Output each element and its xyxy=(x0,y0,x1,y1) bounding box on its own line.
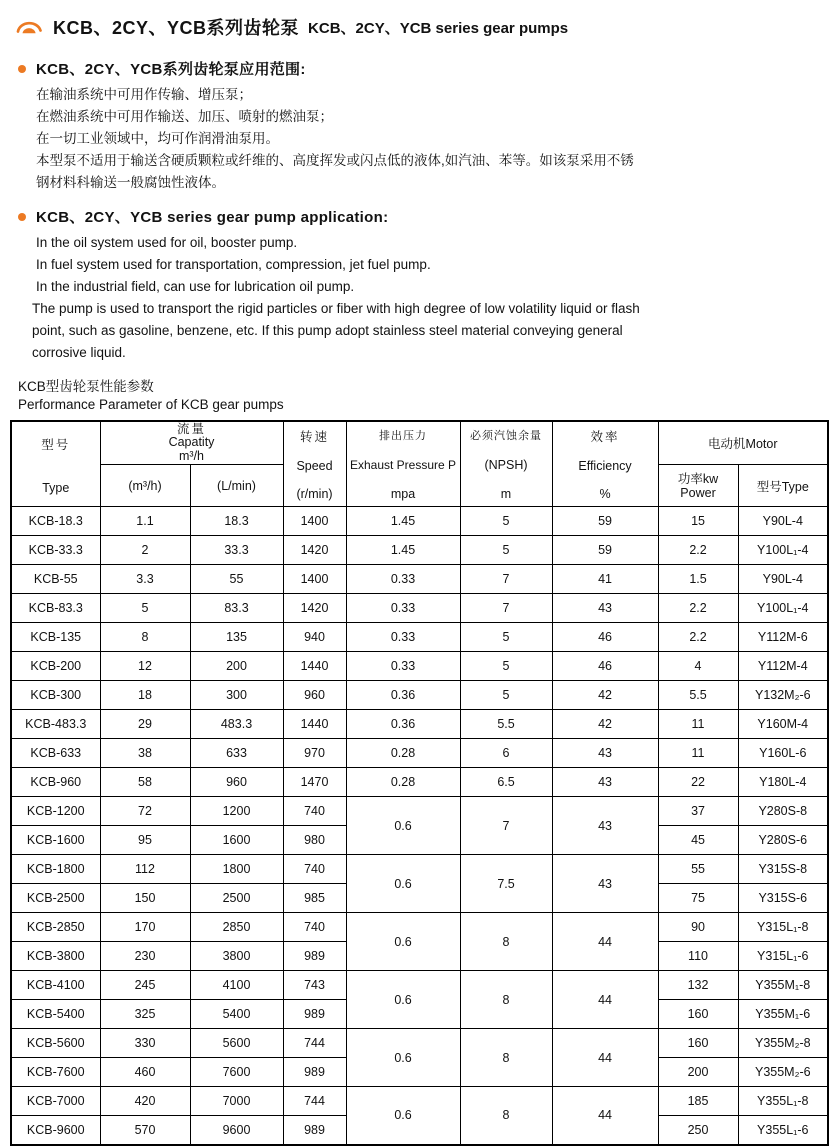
cell-speed: 743 xyxy=(283,971,346,1000)
cell-m3h: 3.3 xyxy=(100,565,190,594)
cell-m3h: 420 xyxy=(100,1087,190,1116)
header-capacity xyxy=(100,421,283,465)
cell-speed: 989 xyxy=(283,942,346,971)
cell-eff: 59 xyxy=(552,507,658,536)
page-title-en: KCB、2CY、YCB series gear pumps xyxy=(308,19,569,37)
cell-motor: Y280S-8 xyxy=(738,797,828,826)
cell-npsh: 5 xyxy=(460,623,552,652)
text-line: The pump is used to transport the rigid particles or fiber with high degree of low volatility liquid or flash xyxy=(32,301,640,316)
cell-m3h: 460 xyxy=(100,1058,190,1087)
cell-lmin: 55 xyxy=(190,565,283,594)
cell-power: 200 xyxy=(658,1058,738,1087)
cell-lmin: 83.3 xyxy=(190,594,283,623)
cell-m3h: 330 xyxy=(100,1029,190,1058)
cell-lmin: 1600 xyxy=(190,826,283,855)
cell-m3h: 325 xyxy=(100,1000,190,1029)
table-row xyxy=(11,565,828,594)
cell-speed: 1420 xyxy=(283,536,346,565)
cell-motor: Y112M-4 xyxy=(738,652,828,681)
cell-pressure: 0.33 xyxy=(346,594,460,623)
page-header xyxy=(14,14,824,40)
cell-model: KCB-300 xyxy=(11,681,100,710)
text-line: In the oil system used for oil, booster pump. xyxy=(36,235,298,250)
cell-motor: Y315S-8 xyxy=(738,855,828,884)
cell-pressure: 0.33 xyxy=(346,652,460,681)
cell-motor: Y315L₁-8 xyxy=(738,913,828,942)
cell-lmin: 7600 xyxy=(190,1058,283,1087)
text-line: 本型泵不适用于输送含硬质颗粒或纤维的、高度挥发或闪点低的液体,如汽油、苯等。如该泵采用不锈 xyxy=(36,153,634,168)
cell-m3h: 170 xyxy=(100,913,190,942)
cell-speed: 960 xyxy=(283,681,346,710)
cell-npsh-merged: 8 xyxy=(460,1087,552,1145)
bullet-icon xyxy=(18,65,26,73)
table-title-zh: KCB型齿轮泵性能参数 xyxy=(18,379,154,394)
cell-npsh: 7 xyxy=(460,565,552,594)
cell-power: 45 xyxy=(658,826,738,855)
cell-power: 1.5 xyxy=(658,565,738,594)
table-row xyxy=(11,855,828,884)
cell-pressure-merged: 0.6 xyxy=(346,1087,460,1145)
header-capacity-unit: m³/h xyxy=(179,448,204,463)
section-heading-zh-text: KCB、2CY、YCB系列齿轮泵应用范围: xyxy=(36,61,306,78)
header-motor-label: 电动机Motor xyxy=(708,437,778,452)
header-motor-power-zh: 功率kw xyxy=(677,471,719,486)
table-row xyxy=(11,710,828,739)
cell-lmin: 33.3 xyxy=(190,536,283,565)
header-capacity-lmin: (L/min) xyxy=(190,465,283,507)
cell-power: 160 xyxy=(658,1000,738,1029)
cell-lmin: 3800 xyxy=(190,942,283,971)
cell-npsh: 6 xyxy=(460,739,552,768)
cell-m3h: 18 xyxy=(100,681,190,710)
cell-npsh: 5 xyxy=(460,507,552,536)
cell-speed: 989 xyxy=(283,1058,346,1087)
table-row xyxy=(11,681,828,710)
cell-motor: Y100L₁-4 xyxy=(738,536,828,565)
header-pressure-zh: 排出压力 xyxy=(379,430,428,442)
table-row xyxy=(11,913,828,942)
cell-speed: 1420 xyxy=(283,594,346,623)
cell-speed: 985 xyxy=(283,884,346,913)
section-heading-zh xyxy=(18,58,824,79)
cell-speed: 989 xyxy=(283,1000,346,1029)
cell-pressure: 0.36 xyxy=(346,710,460,739)
header-capacity-en: Capatity xyxy=(168,435,215,450)
cell-speed: 1470 xyxy=(283,768,346,797)
cell-speed: 980 xyxy=(283,826,346,855)
cell-speed: 1440 xyxy=(283,710,346,739)
cell-npsh-merged: 7.5 xyxy=(460,855,552,913)
table-row xyxy=(11,536,828,565)
application-zh-body xyxy=(36,84,824,194)
table-header-row-1 xyxy=(11,421,828,465)
cell-npsh: 5 xyxy=(460,536,552,565)
header-model xyxy=(11,421,100,507)
cell-m3h: 8 xyxy=(100,623,190,652)
cell-power: 11 xyxy=(658,739,738,768)
text-line: point, such as gasoline, benzene, etc. If this pump adopt stainless steel material conveying general xyxy=(32,323,623,338)
cell-speed: 1400 xyxy=(283,507,346,536)
cell-eff: 42 xyxy=(552,710,658,739)
cell-npsh: 5 xyxy=(460,681,552,710)
table-row xyxy=(11,797,828,826)
cell-model: KCB-55 xyxy=(11,565,100,594)
cell-power: 37 xyxy=(658,797,738,826)
cell-model: KCB-5600 xyxy=(11,1029,100,1058)
cell-m3h: 95 xyxy=(100,826,190,855)
performance-table xyxy=(10,420,829,1146)
cell-speed: 970 xyxy=(283,739,346,768)
cell-npsh-merged: 8 xyxy=(460,1029,552,1087)
cell-eff: 43 xyxy=(552,739,658,768)
cell-lmin: 633 xyxy=(190,739,283,768)
table-row xyxy=(11,1029,828,1058)
cell-model: KCB-135 xyxy=(11,623,100,652)
text-line: 在燃油系统中可用作输送、加压、喷射的燃油泵； xyxy=(36,109,333,124)
cell-m3h: 38 xyxy=(100,739,190,768)
cell-power: 132 xyxy=(658,971,738,1000)
application-en-body xyxy=(32,232,824,364)
cell-eff-merged: 43 xyxy=(552,855,658,913)
header-motor xyxy=(658,421,828,465)
cell-model: KCB-633 xyxy=(11,739,100,768)
cell-motor: Y280S-6 xyxy=(738,826,828,855)
cell-lmin: 300 xyxy=(190,681,283,710)
cell-eff-merged: 44 xyxy=(552,913,658,971)
cell-lmin: 5600 xyxy=(190,1029,283,1058)
cell-model: KCB-7000 xyxy=(11,1087,100,1116)
cell-pressure-merged: 0.6 xyxy=(346,971,460,1029)
cell-model: KCB-33.3 xyxy=(11,536,100,565)
cell-m3h: 72 xyxy=(100,797,190,826)
header-npsh-en: (NPSH) xyxy=(484,458,528,472)
cell-model: KCB-2850 xyxy=(11,913,100,942)
cell-power: 110 xyxy=(658,942,738,971)
cell-power: 11 xyxy=(658,710,738,739)
header-efficiency xyxy=(552,421,658,507)
cell-motor: Y355M₁-6 xyxy=(738,1000,828,1029)
cell-power: 185 xyxy=(658,1087,738,1116)
cell-m3h: 245 xyxy=(100,971,190,1000)
cell-speed: 740 xyxy=(283,855,346,884)
table-row xyxy=(11,739,828,768)
cell-model: KCB-18.3 xyxy=(11,507,100,536)
section-heading-en xyxy=(18,206,824,227)
cell-power: 5.5 xyxy=(658,681,738,710)
cell-lmin: 1800 xyxy=(190,855,283,884)
text-line: 在一切工业领域中，均可作润滑油泵用。 xyxy=(36,131,279,146)
cell-power: 2.2 xyxy=(658,536,738,565)
table-title-en: Performance Parameter of KCB gear pumps xyxy=(18,397,284,412)
cell-m3h: 570 xyxy=(100,1116,190,1145)
header-capacity-m3h: (m³/h) xyxy=(100,465,190,507)
bullet-icon xyxy=(18,213,26,221)
cell-lmin: 4100 xyxy=(190,971,283,1000)
cell-model: KCB-5400 xyxy=(11,1000,100,1029)
header-motor-power xyxy=(658,465,738,507)
cell-pressure: 0.28 xyxy=(346,768,460,797)
cell-m3h: 5 xyxy=(100,594,190,623)
header-npsh-unit: m xyxy=(500,487,512,501)
cell-speed: 940 xyxy=(283,623,346,652)
cell-eff: 43 xyxy=(552,768,658,797)
table-row xyxy=(11,652,828,681)
cell-speed: 740 xyxy=(283,797,346,826)
cell-m3h: 29 xyxy=(100,710,190,739)
cell-npsh: 5 xyxy=(460,652,552,681)
cell-model: KCB-1200 xyxy=(11,797,100,826)
cell-motor: Y355M₁-8 xyxy=(738,971,828,1000)
cell-lmin: 1200 xyxy=(190,797,283,826)
header-pressure-en: Exhaust Pressure P xyxy=(349,458,457,472)
cell-lmin: 2500 xyxy=(190,884,283,913)
cell-m3h: 2 xyxy=(100,536,190,565)
cell-power: 15 xyxy=(658,507,738,536)
cell-power: 250 xyxy=(658,1116,738,1145)
header-efficiency-zh: 效率 xyxy=(590,430,620,444)
cell-m3h: 12 xyxy=(100,652,190,681)
cell-speed: 744 xyxy=(283,1087,346,1116)
cell-pressure-merged: 0.6 xyxy=(346,1029,460,1087)
header-npsh-zh: 必须汽蚀余量 xyxy=(470,430,543,442)
cell-motor: Y160L-6 xyxy=(738,739,828,768)
cell-motor: Y112M-6 xyxy=(738,623,828,652)
header-pressure-unit: mpa xyxy=(390,487,416,501)
cell-eff: 46 xyxy=(552,623,658,652)
cell-speed: 740 xyxy=(283,913,346,942)
cell-lmin: 200 xyxy=(190,652,283,681)
cell-eff-merged: 44 xyxy=(552,1087,658,1145)
header-motor-power-en: Power xyxy=(680,485,716,500)
header-efficiency-en: Efficiency xyxy=(578,459,632,473)
cell-motor: Y132M₂-6 xyxy=(738,681,828,710)
table-title-block xyxy=(18,378,824,414)
cell-model: KCB-4100 xyxy=(11,971,100,1000)
cell-eff-merged: 43 xyxy=(552,797,658,855)
cell-motor: Y355M₂-6 xyxy=(738,1058,828,1087)
cell-eff-merged: 44 xyxy=(552,1029,658,1087)
cell-npsh: 7 xyxy=(460,594,552,623)
cell-motor: Y355L₁-8 xyxy=(738,1087,828,1116)
cell-speed: 744 xyxy=(283,1029,346,1058)
cell-lmin: 9600 xyxy=(190,1116,283,1145)
sun-arc-icon xyxy=(14,18,44,36)
text-line: In fuel system used for transportation, compression, jet fuel pump. xyxy=(36,257,431,272)
cell-npsh: 6.5 xyxy=(460,768,552,797)
text-line: 在输油系统中可用作传输、增压泵； xyxy=(36,87,252,102)
cell-model: KCB-7600 xyxy=(11,1058,100,1087)
cell-pressure: 1.45 xyxy=(346,507,460,536)
cell-motor: Y180L-4 xyxy=(738,768,828,797)
cell-speed: 1400 xyxy=(283,565,346,594)
text-line: 钢材料科输送一般腐蚀性液体。 xyxy=(36,175,225,190)
cell-pressure: 1.45 xyxy=(346,536,460,565)
table-row xyxy=(11,768,828,797)
cell-model: KCB-200 xyxy=(11,652,100,681)
cell-motor: Y100L₁-4 xyxy=(738,594,828,623)
cell-motor: Y160M-4 xyxy=(738,710,828,739)
text-line: In the industrial field, can use for lubrication oil pump. xyxy=(36,279,355,294)
cell-m3h: 150 xyxy=(100,884,190,913)
header-speed-zh: 转速 xyxy=(300,430,330,444)
header-npsh xyxy=(460,421,552,507)
cell-model: KCB-960 xyxy=(11,768,100,797)
cell-lmin: 135 xyxy=(190,623,283,652)
cell-lmin: 7000 xyxy=(190,1087,283,1116)
table-row xyxy=(11,1087,828,1116)
table-row xyxy=(11,594,828,623)
section-heading-en-text: KCB、2CY、YCB series gear pump application: xyxy=(36,209,389,226)
cell-speed: 1440 xyxy=(283,652,346,681)
cell-lmin: 5400 xyxy=(190,1000,283,1029)
cell-motor: Y90L-4 xyxy=(738,507,828,536)
header-efficiency-unit: % xyxy=(599,487,611,501)
cell-pressure-merged: 0.6 xyxy=(346,797,460,855)
cell-pressure-merged: 0.6 xyxy=(346,855,460,913)
cell-model: KCB-483.3 xyxy=(11,710,100,739)
cell-pressure: 0.36 xyxy=(346,681,460,710)
cell-eff-merged: 44 xyxy=(552,971,658,1029)
cell-m3h: 112 xyxy=(100,855,190,884)
cell-model: KCB-1600 xyxy=(11,826,100,855)
table-row xyxy=(11,507,828,536)
header-motor-type: 型号Type xyxy=(738,465,828,507)
cell-model: KCB-3800 xyxy=(11,942,100,971)
cell-power: 160 xyxy=(658,1029,738,1058)
cell-power: 2.2 xyxy=(658,623,738,652)
cell-power: 22 xyxy=(658,768,738,797)
header-capacity-zh: 流量 xyxy=(177,421,207,436)
cell-power: 55 xyxy=(658,855,738,884)
cell-lmin: 2850 xyxy=(190,913,283,942)
cell-speed: 989 xyxy=(283,1116,346,1145)
cell-m3h: 230 xyxy=(100,942,190,971)
cell-power: 75 xyxy=(658,884,738,913)
cell-pressure-merged: 0.6 xyxy=(346,913,460,971)
header-model-zh: 型号 xyxy=(41,437,71,452)
cell-pressure: 0.33 xyxy=(346,565,460,594)
header-speed xyxy=(283,421,346,507)
page-title-zh: KCB、2CY、YCB系列齿轮泵 xyxy=(53,18,300,38)
header-pressure xyxy=(346,421,460,507)
cell-npsh-merged: 7 xyxy=(460,797,552,855)
cell-lmin: 483.3 xyxy=(190,710,283,739)
header-speed-unit: (r/min) xyxy=(296,487,333,501)
cell-eff: 43 xyxy=(552,594,658,623)
cell-lmin: 960 xyxy=(190,768,283,797)
cell-power: 90 xyxy=(658,913,738,942)
cell-npsh: 5.5 xyxy=(460,710,552,739)
cell-power: 2.2 xyxy=(658,594,738,623)
table-row xyxy=(11,623,828,652)
cell-npsh-merged: 8 xyxy=(460,971,552,1029)
cell-m3h: 1.1 xyxy=(100,507,190,536)
cell-power: 4 xyxy=(658,652,738,681)
cell-motor: Y355L₁-6 xyxy=(738,1116,828,1145)
cell-motor: Y90L-4 xyxy=(738,565,828,594)
cell-model: KCB-9600 xyxy=(11,1116,100,1145)
cell-pressure: 0.33 xyxy=(346,623,460,652)
cell-lmin: 18.3 xyxy=(190,507,283,536)
cell-model: KCB-1800 xyxy=(11,855,100,884)
cell-motor: Y315S-6 xyxy=(738,884,828,913)
header-speed-en: Speed xyxy=(296,459,333,473)
text-line: corrosive liquid. xyxy=(32,345,126,360)
cell-motor: Y355M₂-8 xyxy=(738,1029,828,1058)
cell-pressure: 0.28 xyxy=(346,739,460,768)
cell-eff: 42 xyxy=(552,681,658,710)
cell-motor: Y315L₁-6 xyxy=(738,942,828,971)
header-model-en: Type xyxy=(42,480,70,495)
cell-eff: 59 xyxy=(552,536,658,565)
cell-npsh-merged: 8 xyxy=(460,913,552,971)
cell-eff: 41 xyxy=(552,565,658,594)
cell-model: KCB-2500 xyxy=(11,884,100,913)
table-row xyxy=(11,971,828,1000)
cell-m3h: 58 xyxy=(100,768,190,797)
cell-model: KCB-83.3 xyxy=(11,594,100,623)
cell-eff: 46 xyxy=(552,652,658,681)
